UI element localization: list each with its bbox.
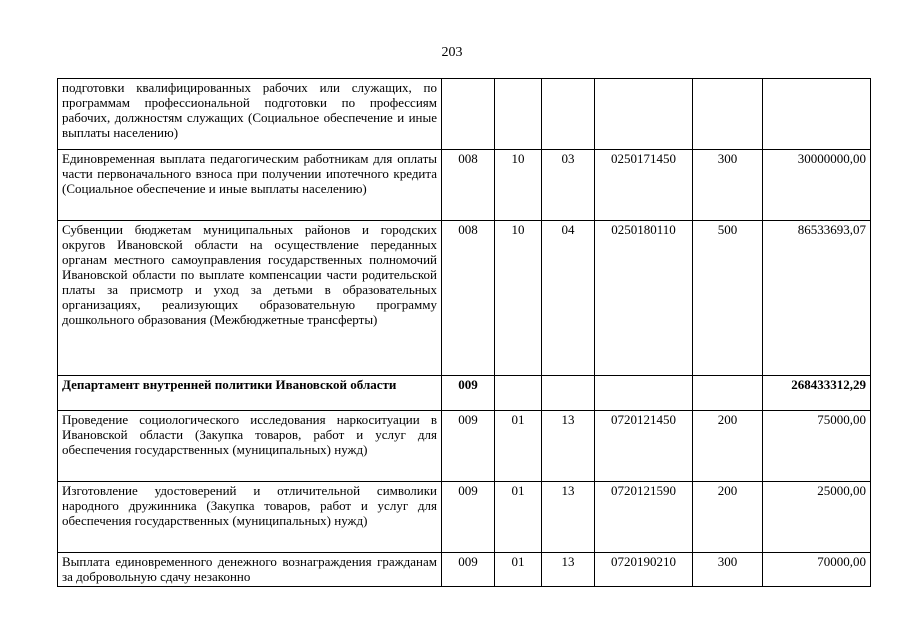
target-article-code: 0250180110	[595, 221, 693, 376]
subsection-code: 13	[542, 482, 595, 553]
table-row	[58, 411, 871, 482]
budget-table	[57, 78, 871, 587]
expense-type-code: 300	[693, 553, 763, 587]
table-row	[58, 553, 871, 587]
row-description: Субвенции бюджетам муниципальных районов и городских округов Ивановской области на осуществление переданных органам местного самоуправления государственных полномочий Ивановской области по выплате компенсации части родительской платы за присмотр и уход за детьми в образовательных организациях, реализующих образовательную программу дошкольного образования (Межбюджетные трансферты)	[58, 221, 442, 376]
target-article-code: 0720121450	[595, 411, 693, 482]
section-code: 10	[495, 150, 542, 221]
amount: 86533693,07	[763, 221, 871, 376]
subsection-code: 04	[542, 221, 595, 376]
row-description: Изготовление удостоверений и отличительной символики народного дружинника (Закупка товаров, работ и услуг для обеспечения государственных (муниципальных) нужд)	[58, 482, 442, 553]
subsection-code: 03	[542, 150, 595, 221]
page-number: 203	[441, 45, 463, 60]
row-description: Проведение социологического исследования наркоситуации в Ивановской области (Закупка товаров, работ и услуг для обеспечения государственных (муниципальных) нужд)	[58, 411, 442, 482]
amount: 30000000,00	[763, 150, 871, 221]
target-article-code	[595, 79, 693, 150]
target-article-code: 0720190210	[595, 553, 693, 587]
expense-type-code	[693, 376, 763, 411]
expense-type-code: 300	[693, 150, 763, 221]
expense-type-code: 500	[693, 221, 763, 376]
ministry-code: 009	[442, 482, 495, 553]
expense-type-code: 200	[693, 411, 763, 482]
table-row-department	[58, 376, 871, 411]
department-title: Департамент внутренней политики Ивановской области	[58, 376, 442, 411]
target-article-code	[595, 376, 693, 411]
ministry-code: 008	[442, 221, 495, 376]
ministry-code	[442, 79, 495, 150]
table-row	[58, 79, 871, 150]
row-description	[58, 553, 442, 587]
target-article-code: 0720121590	[595, 482, 693, 553]
subsection-code	[542, 79, 595, 150]
section-code	[495, 376, 542, 411]
subsection-code	[542, 376, 595, 411]
expense-type-code	[693, 79, 763, 150]
section-code: 10	[495, 221, 542, 376]
table-row	[58, 221, 871, 376]
amount: 25000,00	[763, 482, 871, 553]
section-code: 01	[495, 553, 542, 587]
table-row	[58, 150, 871, 221]
ministry-code: 009	[442, 553, 495, 587]
amount	[763, 79, 871, 150]
expense-type-code: 200	[693, 482, 763, 553]
subsection-code: 13	[542, 553, 595, 587]
row-description-text: Выплата единовременного денежного вознаграждения гражданам за добровольную сдачу незаконно	[62, 554, 437, 584]
ministry-code: 009	[442, 411, 495, 482]
section-code: 01	[495, 482, 542, 553]
target-article-code: 0250171450	[595, 150, 693, 221]
subsection-code: 13	[542, 411, 595, 482]
table-row	[58, 482, 871, 553]
amount: 70000,00	[763, 553, 871, 587]
section-code	[495, 79, 542, 150]
row-description: подготовки квалифицированных рабочих или служащих, по программам профессиональной подготовки по профессиям рабочих, должностям служащих (Социальное обеспечение и иные выплаты населению)	[58, 79, 442, 150]
ministry-code: 009	[442, 376, 495, 411]
department-total-amount: 268433312,29	[763, 376, 871, 411]
ministry-code: 008	[442, 150, 495, 221]
row-description: Единовременная выплата педагогическим работникам для оплаты части первоначального взноса при получении ипотечного кредита (Социальное обеспечение и иные выплаты населению)	[58, 150, 442, 221]
amount: 75000,00	[763, 411, 871, 482]
section-code: 01	[495, 411, 542, 482]
